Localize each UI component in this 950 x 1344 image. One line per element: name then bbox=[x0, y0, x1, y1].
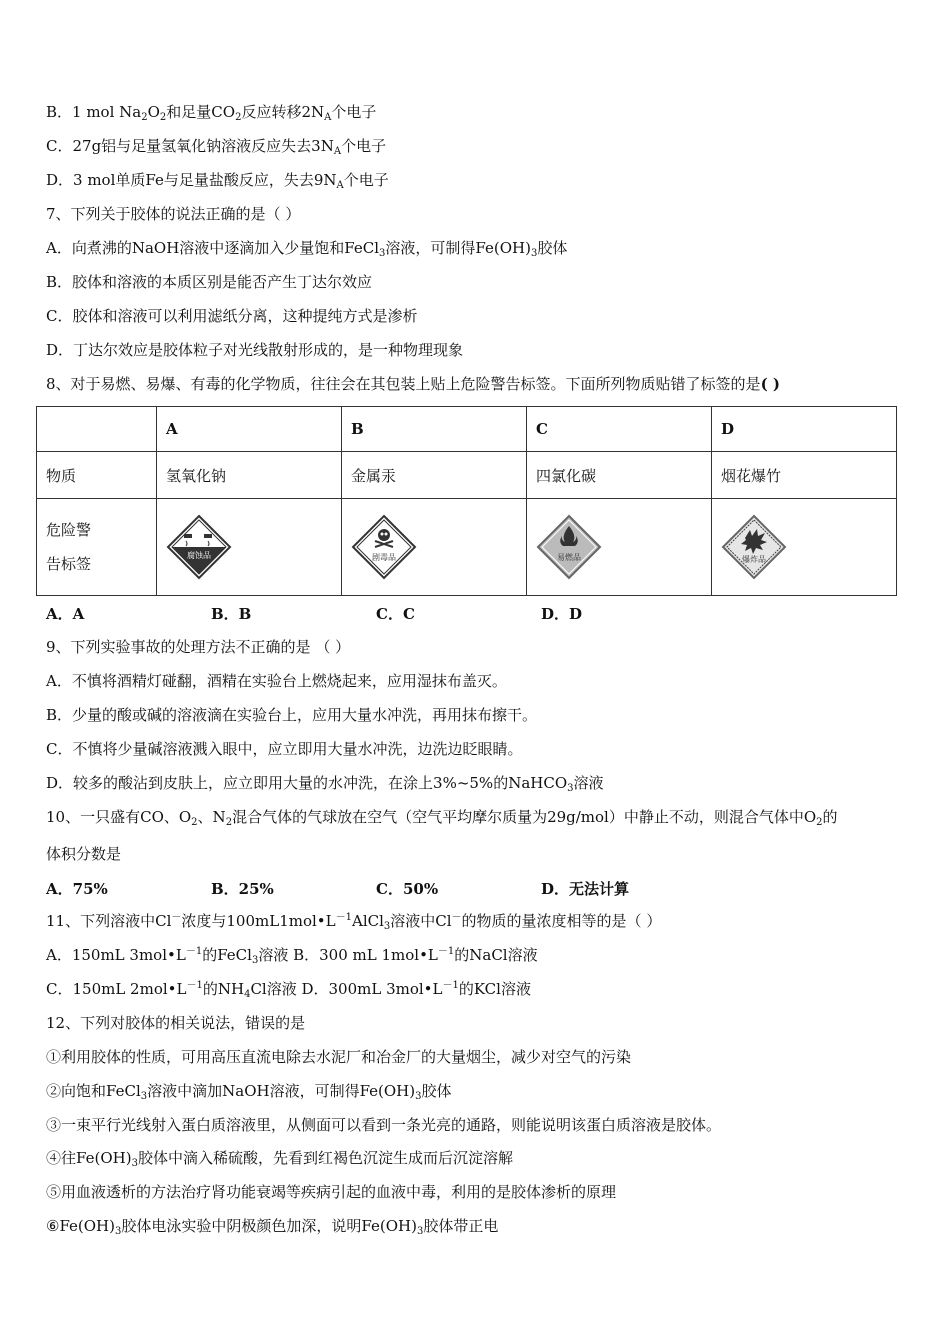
table-cell bbox=[342, 499, 527, 596]
option-d[interactable]: D．无法计算 bbox=[541, 880, 630, 898]
toxic-sign-icon bbox=[351, 514, 417, 580]
table-cell: 金属汞 bbox=[342, 452, 527, 499]
q9-stem: 9、下列实验事故的处理方法不正确的是 （ ） bbox=[46, 638, 351, 656]
q12-item-6: $⑥Fe(OH)_3$胶体电泳实验中阴极颜色加深，说明$Fe(OH)_3$胶体带正电 bbox=[46, 1217, 499, 1237]
sign-caption: 爆炸品 bbox=[742, 555, 766, 564]
table-header-cell: B bbox=[342, 407, 527, 452]
option-a[interactable]: A．A bbox=[46, 605, 85, 623]
sign-caption: 腐蚀品 bbox=[187, 551, 211, 560]
sign-caption: 剧毒品 bbox=[372, 553, 396, 562]
q6-option-b: B．1 mol $Na_2O_2$和足量$CO_2$反应转移$2N_A$个电子 bbox=[46, 103, 377, 123]
q6-option-d: D．3 mol单质Fe与足量盐酸反应，失去$9N_A$个电子 bbox=[46, 171, 389, 191]
q9-option-d: D．较多的酸沾到皮肤上，应立即用大量的水冲洗，在涂上3%~5%的NaHCO$_3$溶液 bbox=[46, 774, 604, 794]
q7-option-d: D．丁达尔效应是胶体粒子对光线散射形成的，是一种物理现象 bbox=[46, 341, 464, 359]
table-cell bbox=[157, 499, 342, 596]
option-c[interactable]: C．C bbox=[376, 605, 415, 623]
table-header-cell: A bbox=[157, 407, 342, 452]
q7-option-b: B．胶体和溶液的本质区别是能否产生丁达尔效应 bbox=[46, 273, 373, 291]
table-row-label: 物质 bbox=[37, 452, 157, 499]
table-cell: 四氯化碳 bbox=[527, 452, 712, 499]
table-header-cell: D bbox=[712, 407, 897, 452]
option-c[interactable]: C．50% bbox=[376, 880, 439, 898]
explosive-sign-icon bbox=[721, 514, 787, 580]
table-cell bbox=[712, 499, 897, 596]
q10-stem-continued: 体积分数是 bbox=[46, 845, 122, 863]
table-header-cell: C bbox=[527, 407, 712, 452]
option-d[interactable]: D．D bbox=[541, 605, 583, 623]
table-cell: 烟花爆竹 bbox=[712, 452, 897, 499]
q12-item-5: ⑤用血液透析的方法治疗肾功能衰竭等疾病引起的血液中毒，利用的是胶体渗析的原理 bbox=[46, 1183, 617, 1201]
table-row-label: 危险警 告标签 bbox=[37, 499, 157, 596]
q11-options-cd: C．150mL $2mol•L^{-1}$的$NH_4Cl$溶液 D．300mL $3mol•L^{-1}$的KCl溶液 bbox=[46, 980, 531, 1000]
q7-stem: 7、下列关于胶体的说法正确的是（ ） bbox=[46, 205, 301, 223]
q6-option-c: C．27g铝与足量氢氧化钠溶液反应失去$3N_A$个电子 bbox=[46, 137, 387, 157]
q12-stem: 12、下列对胶体的相关说法，错误的是 bbox=[46, 1014, 306, 1032]
table-cell bbox=[527, 499, 712, 596]
q10-stem: 10、一只盛有CO、$O_2$、$N_2$混合气体的气球放在空气（空气平均摩尔质量为29g/mol）中静止不动，则混合气体中$O_2$的 bbox=[46, 808, 838, 828]
q9-option-a: A．不慎将酒精灯碰翻，酒精在实验台上燃烧起来，应用湿抹布盖灭。 bbox=[46, 672, 507, 690]
q8-stem: 8、对于易燃、易爆、有毒的化学物质，往往会在其包装上贴上危险警告标签。下面所列物质贴错了标签的是( ) bbox=[46, 375, 780, 393]
q12-item-3: ③一束平行光线射入蛋白质溶液里，从侧面可以看到一条光亮的通路，则能说明该蛋白质溶液是胶体。 bbox=[46, 1116, 722, 1134]
q9-option-c: C．不慎将少量碱溶液溅入眼中，应立即用大量水冲洗，边洗边眨眼睛。 bbox=[46, 740, 523, 758]
option-b[interactable]: B．25% bbox=[211, 880, 274, 898]
flammable-sign-icon bbox=[536, 514, 602, 580]
corrosive-sign-icon bbox=[166, 514, 232, 580]
q9-option-b: B．少量的酸或碱的溶液滴在实验台上，应用大量水冲洗，再用抹布擦干。 bbox=[46, 706, 538, 724]
table-header-cell bbox=[37, 407, 157, 452]
q12-item-2: ②向饱和FeCl$_3$溶液中滴加NaOH溶液，可制得$Fe(OH)_3$胶体 bbox=[46, 1082, 452, 1102]
table-cell: 氢氧化钠 bbox=[157, 452, 342, 499]
option-a[interactable]: A．75% bbox=[46, 880, 108, 898]
q7-option-c: C．胶体和溶液可以利用滤纸分离，这种提纯方式是渗析 bbox=[46, 307, 418, 325]
q12-item-4: ④往$Fe(OH)_3$胶体中滴入稀硫酸，先看到红褐色沉淀生成而后沉淀溶解 bbox=[46, 1149, 513, 1169]
q7-option-a: A．向煮沸的NaOH溶液中逐滴加入少量饱和FeCl$_3$溶液，可制得$Fe(OH)_3$胶体 bbox=[46, 239, 568, 259]
q11-stem: 11、下列溶液中Cl－浓度与$100mL1mol•L^{-1}AlCl_3$溶液中Cl－的物质的量浓度相等的是（ ） bbox=[46, 912, 662, 932]
q10-options bbox=[46, 878, 686, 898]
hazard-label-table bbox=[36, 406, 897, 596]
q8-options bbox=[46, 603, 646, 623]
option-b[interactable]: B．B bbox=[211, 605, 252, 623]
q11-options-ab: A．150mL $3mol•L^{-1}$的FeCl$_3$溶液 B．300 mL $1mol•L^{-1}$的NaCl溶液 bbox=[46, 946, 538, 966]
q12-item-1: ①利用胶体的性质，可用高压直流电除去水泥厂和冶金厂的大量烟尘，减少对空气的污染 bbox=[46, 1048, 632, 1066]
sign-caption: 易燃品 bbox=[557, 553, 581, 562]
